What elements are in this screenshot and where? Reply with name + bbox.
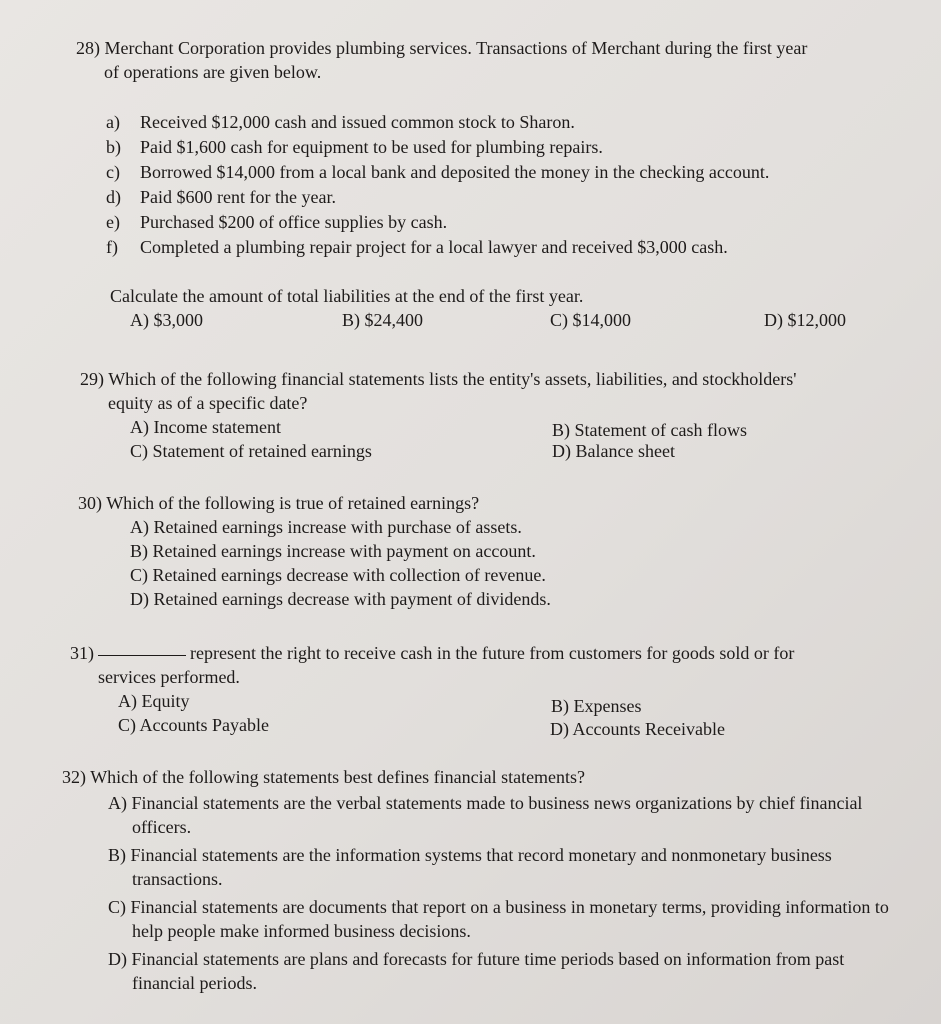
answer-options bbox=[78, 515, 778, 611]
answer-option-a[interactable]: A) Equity bbox=[118, 691, 190, 711]
answer-option-d[interactable]: D) Retained earnings decrease with payment of dividends. bbox=[130, 589, 551, 609]
question-number: 29) bbox=[80, 369, 104, 389]
answer-option-a[interactable]: A) Retained earnings increase with purchase of assets. bbox=[130, 517, 522, 537]
answer-options-row bbox=[70, 689, 900, 716]
answer-option-c[interactable]: C) $14,000 bbox=[550, 310, 631, 330]
answer-option-a[interactable]: A) $3,000 bbox=[130, 310, 203, 330]
transaction-text: Paid $600 rent for the year. bbox=[140, 187, 336, 207]
answer-option-b[interactable]: B) Expenses bbox=[551, 696, 642, 716]
transaction-text: Borrowed $14,000 from a local bank and deposited the money in the checking account. bbox=[140, 162, 770, 182]
answer-options bbox=[76, 308, 926, 332]
question-29 bbox=[80, 367, 910, 463]
answer-option-d[interactable]: D) $12,000 bbox=[764, 310, 846, 330]
question-number: 30) bbox=[78, 493, 102, 513]
transaction-item bbox=[106, 160, 926, 185]
transaction-item bbox=[106, 210, 926, 235]
question-text-line: of operations are given below. bbox=[104, 62, 322, 82]
answer-blank bbox=[98, 655, 186, 656]
question-text-line: represent the right to receive cash in the future from customers for goods sold or for bbox=[190, 643, 795, 663]
transaction-letter: d) bbox=[106, 187, 121, 207]
answer-option-a[interactable]: A) Income statement bbox=[130, 417, 281, 437]
transaction-list bbox=[106, 110, 926, 260]
answer-option-d[interactable]: D) Balance sheet bbox=[552, 441, 675, 461]
transaction-letter: f) bbox=[106, 237, 118, 257]
answer-option-b[interactable]: B) Retained earnings increase with payment on account. bbox=[130, 541, 536, 561]
question-30 bbox=[78, 491, 778, 611]
answer-option-c[interactable]: C) Accounts Payable bbox=[118, 715, 269, 735]
question-number: 31) bbox=[70, 643, 94, 663]
transaction-letter: a) bbox=[106, 112, 120, 132]
question-29-text bbox=[80, 367, 910, 415]
question-text-line: Which of the following is true of retained earnings? bbox=[106, 493, 480, 513]
transaction-text: Received $12,000 cash and issued common stock to Sharon. bbox=[140, 112, 575, 132]
transaction-text: Completed a plumbing repair project for a local lawyer and received $3,000 cash. bbox=[140, 237, 728, 257]
question-number: 28) bbox=[76, 38, 100, 58]
answer-option-b[interactable]: B) $24,400 bbox=[342, 310, 423, 330]
question-prompt: Calculate the amount of total liabilities at the end of the first year. bbox=[110, 286, 584, 306]
answer-option-b[interactable]: B) Statement of cash flows bbox=[552, 420, 747, 440]
answer-option-d[interactable]: D) Financial statements are plans and forecasts for future time periods based on information from past financial periods. bbox=[108, 949, 845, 993]
answer-options-row bbox=[70, 713, 900, 737]
transaction-item bbox=[106, 110, 926, 135]
question-text-line: Which of the following statements best defines financial statements? bbox=[90, 767, 586, 787]
question-text-line: services performed. bbox=[98, 667, 240, 687]
question-text-line: Merchant Corporation provides plumbing services. Transactions of Merchant during the first year bbox=[104, 38, 808, 58]
transaction-item bbox=[106, 235, 926, 260]
question-text-line: Which of the following financial statements lists the entity's assets, liabilities, and stockholders' bbox=[108, 369, 797, 389]
question-30-text bbox=[78, 491, 778, 515]
transaction-text: Paid $1,600 cash for equipment to be used for plumbing repairs. bbox=[140, 137, 603, 157]
answer-options bbox=[62, 791, 908, 995]
answer-option-c[interactable]: C) Financial statements are documents that report on a business in monetary terms, providing information to help people make informed business decisions. bbox=[108, 897, 889, 941]
question-28 bbox=[76, 36, 926, 332]
answer-options-row bbox=[80, 439, 910, 463]
answer-option-c[interactable]: C) Retained earnings decrease with collection of revenue. bbox=[130, 565, 546, 585]
question-32-text bbox=[62, 765, 922, 789]
question-number: 32) bbox=[62, 767, 86, 787]
question-32 bbox=[62, 765, 922, 999]
transaction-item bbox=[106, 135, 926, 160]
transaction-letter: e) bbox=[106, 212, 120, 232]
question-28-text bbox=[76, 36, 926, 84]
transaction-item bbox=[106, 185, 926, 210]
question-31 bbox=[70, 641, 900, 737]
answer-option-c[interactable]: C) Statement of retained earnings bbox=[130, 441, 372, 461]
transaction-letter: c) bbox=[106, 162, 120, 182]
question-text-line: equity as of a specific date? bbox=[108, 393, 308, 413]
transaction-letter: b) bbox=[106, 137, 121, 157]
question-31-text bbox=[70, 641, 900, 689]
answer-option-b[interactable]: B) Financial statements are the information systems that record monetary and nonmonetary business transactions. bbox=[108, 845, 832, 889]
answer-options-row bbox=[80, 415, 910, 439]
answer-option-d[interactable]: D) Accounts Receivable bbox=[550, 719, 725, 739]
transaction-text: Purchased $200 of office supplies by cash. bbox=[140, 212, 448, 232]
answer-option-a[interactable]: A) Financial statements are the verbal statements made to business news organizations by chief financial officers. bbox=[108, 793, 863, 837]
